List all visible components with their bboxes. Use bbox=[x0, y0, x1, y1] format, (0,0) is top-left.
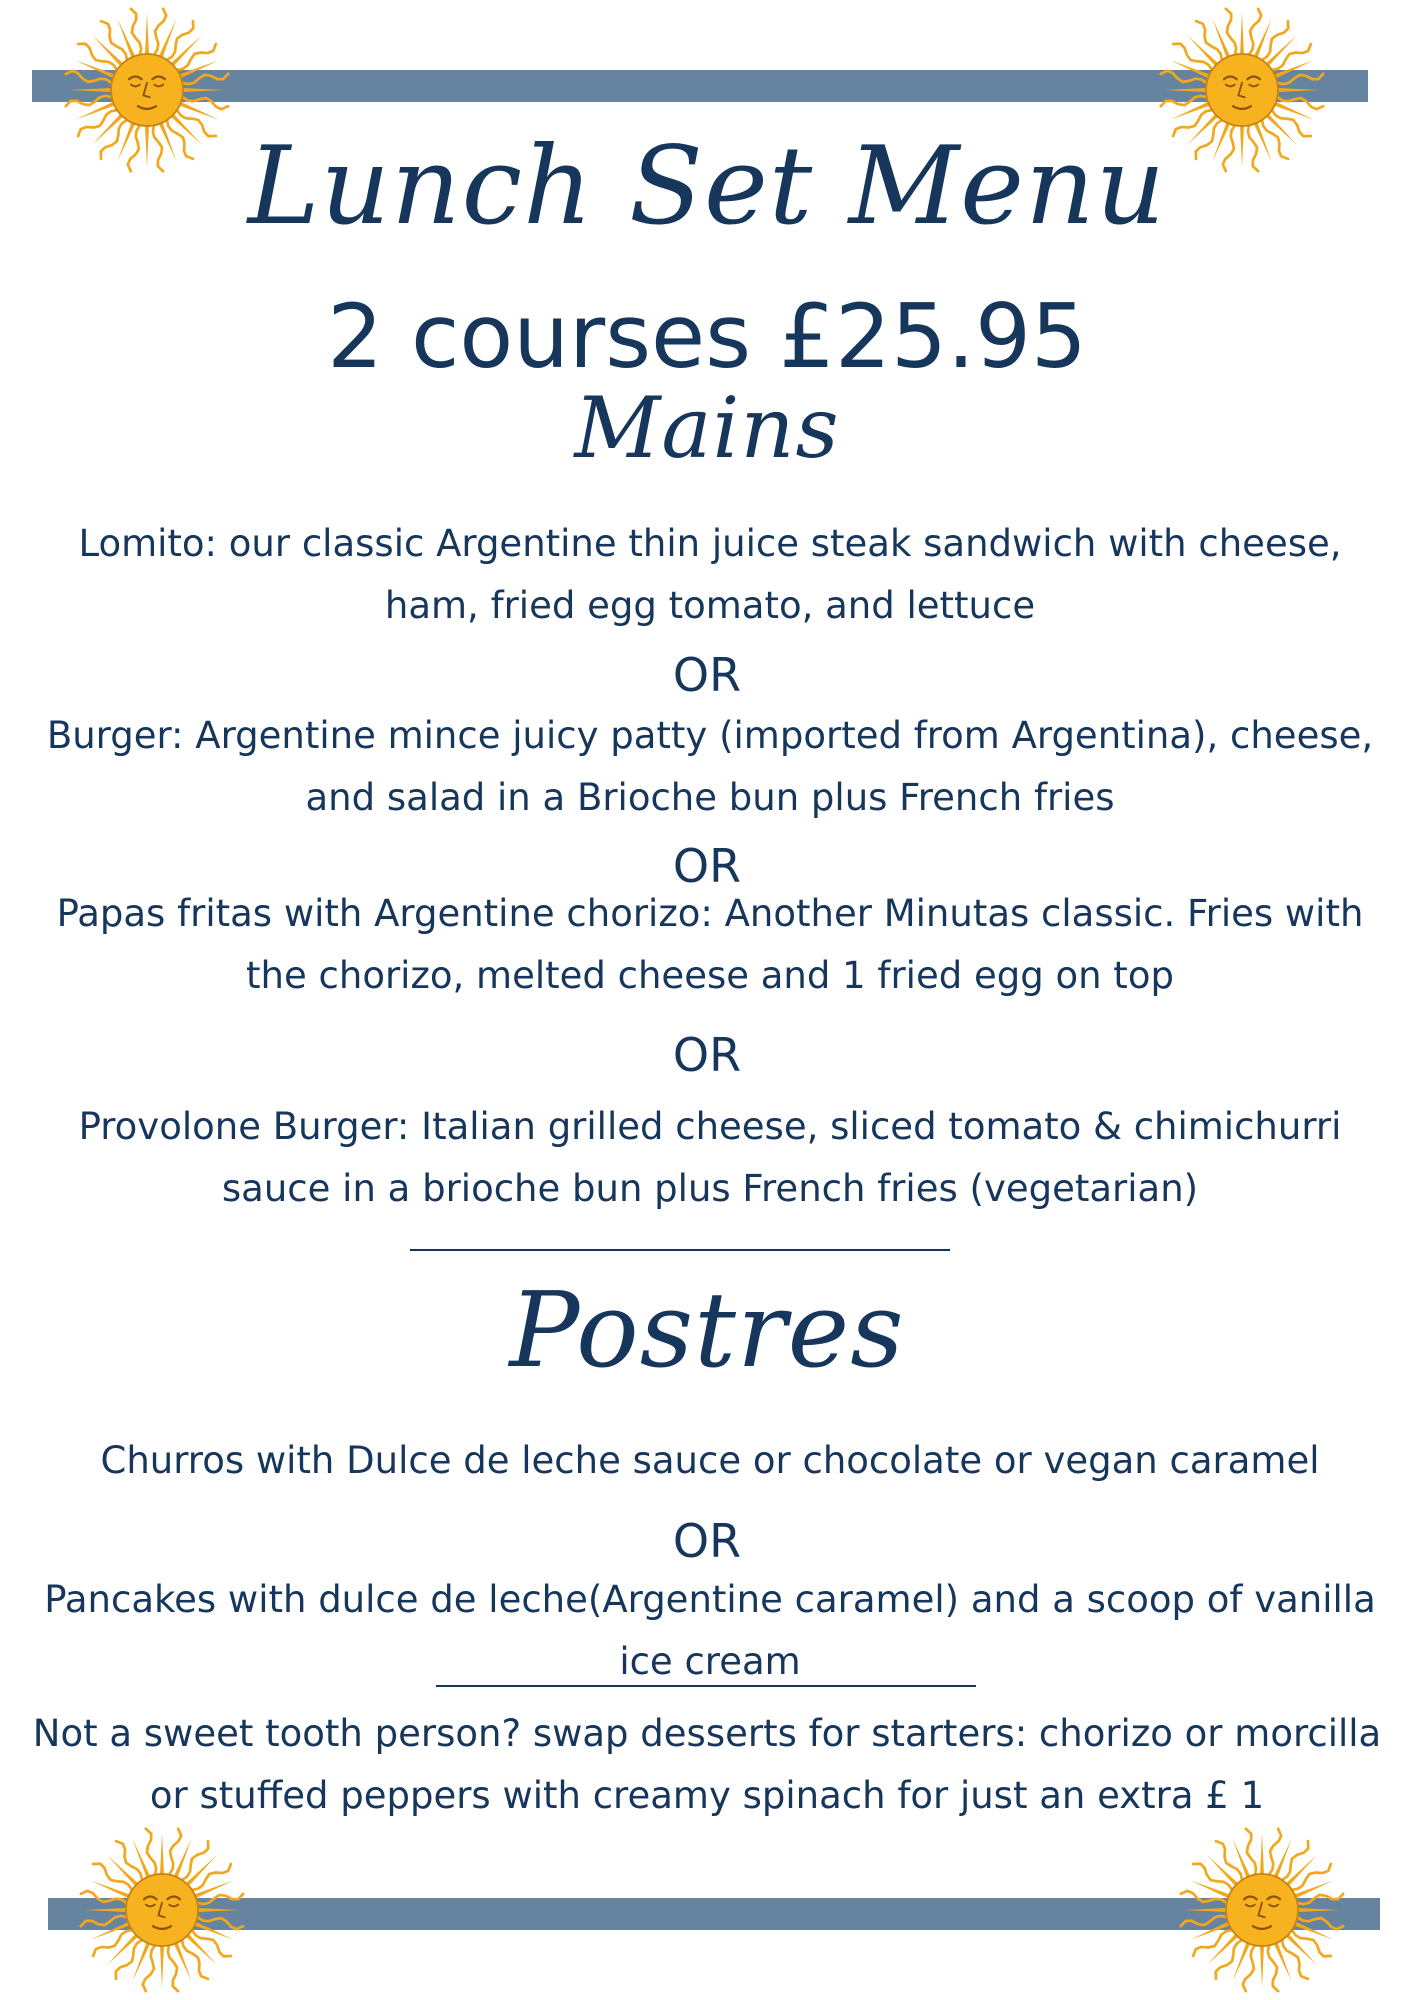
price-heading: 2 courses £25.95 bbox=[327, 285, 1087, 388]
or-separator: OR bbox=[672, 1028, 742, 1082]
or-separator: OR bbox=[672, 839, 742, 893]
main-item-papas-fritas: Papas fritas with Argentine chorizo: Another Minutas classic. Fries with the chorizo, melted cheese and 1 fried egg on top bbox=[56, 892, 1364, 997]
or-separator: OR bbox=[672, 648, 742, 702]
sun-of-may-icon bbox=[1172, 1820, 1352, 2000]
footer-note: Not a sweet tooth person? swap desserts for starters: chorizo or morcilla or stuffed peppers with creamy spinach for just an extra £ 1 bbox=[32, 1712, 1382, 1817]
section-divider bbox=[436, 1685, 976, 1687]
dessert-item-churros: Churros with Dulce de leche sauce or chocolate or vegan caramel bbox=[100, 1439, 1320, 1482]
main-item-burger: Burger: Argentine mince juicy patty (imported from Argentina), cheese, and salad in a Brioche bun plus French fries bbox=[46, 714, 1374, 819]
section-divider bbox=[410, 1249, 950, 1251]
main-item-lomito: Lomito: our classic Argentine thin juice steak sandwich with cheese, ham, fried egg tomato, and lettuce bbox=[78, 522, 1342, 627]
menu-title: Lunch Set Menu bbox=[247, 124, 1167, 249]
main-item-provolone-burger: Provolone Burger: Italian grilled cheese, sliced tomato & chimichurri sauce in a brioche bun plus French fries (vegetarian) bbox=[78, 1105, 1342, 1210]
or-separator: OR bbox=[672, 1514, 742, 1568]
postres-heading: Postres bbox=[509, 1269, 905, 1391]
dessert-item-pancakes: Pancakes with dulce de leche(Argentine caramel) and a scoop of vanilla ice cream bbox=[44, 1578, 1376, 1683]
sun-of-may-icon bbox=[72, 1820, 252, 2000]
mains-heading: Mains bbox=[574, 379, 840, 477]
